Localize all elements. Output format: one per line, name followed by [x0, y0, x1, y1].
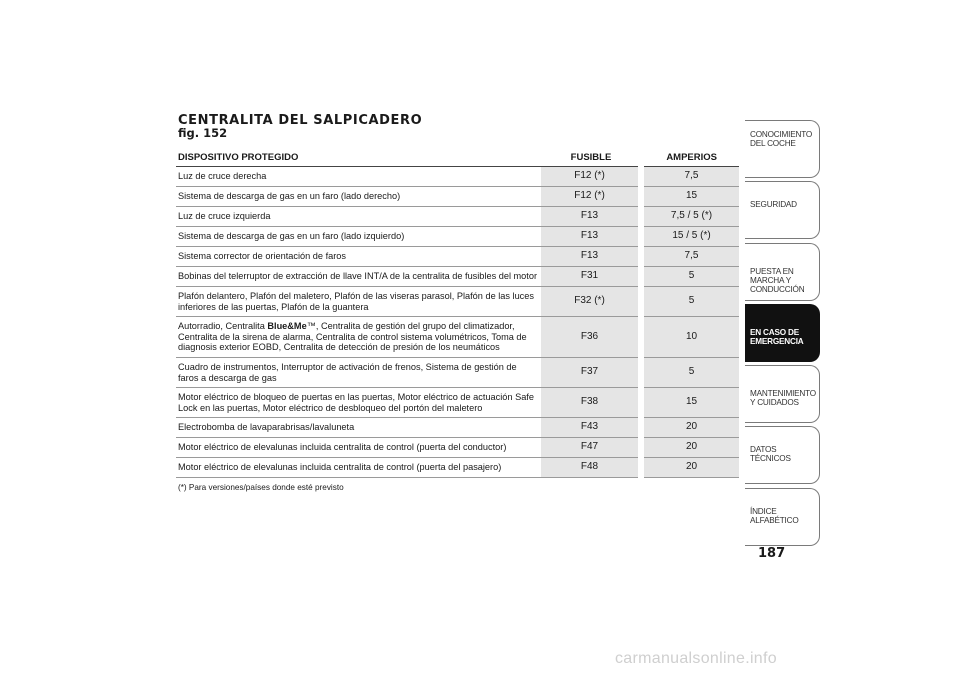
- table-row: [176, 207, 739, 227]
- device-cell: Luz de cruce izquierda: [176, 207, 541, 227]
- table-row: [176, 187, 739, 207]
- fuse-cell: F13: [541, 207, 641, 227]
- tab-label: PUESTA EN MARCHA Y CONDUCCIÓN: [750, 266, 805, 294]
- amps-cell: 20: [641, 458, 739, 478]
- fuse-cell: F13: [541, 247, 641, 267]
- table-row: [176, 167, 739, 187]
- amps-cell: 7,5 / 5 (*): [641, 207, 739, 227]
- tab-label: CONOCIMIENTO DEL COCHE: [750, 130, 813, 148]
- fuse-cell: F31: [541, 267, 641, 287]
- fuse-cell: F32 (*): [541, 287, 641, 317]
- device-text-post: ™, Centralita de gestión del grupo del climatizador, Centralita de la sirena de alarma, Centralita de control sistema volumétricos, Toma de diagnosis exterior EOBD, Centralita de detección de presión de los neumáticos: [178, 321, 527, 353]
- fuse-cell: F13: [541, 227, 641, 247]
- tab-datos-tecnicos[interactable]: [745, 426, 820, 484]
- device-cell: Bobinas del telerruptor de extracción de llave INT/A de la centralita de fusibles del motor: [176, 267, 541, 287]
- table-row: [176, 287, 739, 317]
- fuse-cell: F12 (*): [541, 187, 641, 207]
- tab-conocimiento-del-coche[interactable]: [745, 120, 820, 178]
- amps-cell: 5: [641, 358, 739, 388]
- table-row: [176, 388, 739, 418]
- device-brand: Blue&Me: [267, 321, 307, 332]
- fuse-cell: F38: [541, 388, 641, 418]
- amps-cell: 7,5: [641, 247, 739, 267]
- page-subtitle: fig. 152: [178, 126, 228, 140]
- table-row: [176, 458, 739, 478]
- page-title: CENTRALITA DEL SALPICADERO: [178, 113, 423, 128]
- fuse-cell: F12 (*): [541, 167, 641, 187]
- amps-cell: 10: [641, 317, 739, 358]
- amps-cell: 20: [641, 438, 739, 458]
- table-row: [176, 317, 739, 358]
- tab-seguridad[interactable]: [745, 181, 820, 239]
- tab-label: DATOS TÉCNICOS: [750, 445, 791, 464]
- tab-indice-alfabetico[interactable]: [745, 488, 820, 546]
- tab-puesta-en-marcha[interactable]: [745, 243, 820, 301]
- fuse-cell: F36: [541, 317, 641, 358]
- fuse-cell: F37: [541, 358, 641, 388]
- tab-label: MANTENIMIENTO Y CUIDADOS: [750, 389, 816, 408]
- device-cell: Plafón delantero, Plafón del maletero, Plafón de las viseras parasol, Plafón de las luces inferiores de las puertas, Plafón de la guantera: [176, 287, 541, 317]
- device-cell: Sistema de descarga de gas en un faro (lado derecho): [176, 187, 541, 207]
- watermark: carmanualsonline.info: [615, 650, 777, 667]
- fuse-cell: F47: [541, 438, 641, 458]
- amps-cell: 5: [641, 287, 739, 317]
- table-row: [176, 227, 739, 247]
- tab-label: SEGURIDAD: [750, 200, 797, 210]
- tab-mantenimiento[interactable]: [745, 365, 820, 423]
- header-amps: AMPERIOS: [641, 150, 739, 167]
- device-cell: Cuadro de instrumentos, Interruptor de activación de frenos, Sistema de gestión de faros a descarga de gas: [176, 358, 541, 388]
- amps-cell: 15 / 5 (*): [641, 227, 739, 247]
- table-row: [176, 247, 739, 267]
- section-sidebar: [745, 120, 820, 549]
- device-text-pre: Autorradio, Centralita: [178, 321, 268, 332]
- table-header-row: [176, 150, 739, 167]
- header-fuse: FUSIBLE: [541, 150, 641, 167]
- table-row: [176, 267, 739, 287]
- header-device: DISPOSITIVO PROTEGIDO: [176, 150, 541, 167]
- tab-label: EN CASO DE EMERGENCIA: [750, 327, 804, 346]
- device-cell: Sistema corrector de orientación de faros: [176, 247, 541, 267]
- device-cell: Motor eléctrico de bloqueo de puertas en las puertas, Motor eléctrico de actuación Safe Lock en las puertas, Motor eléctrico de desbloqueo del portón del maletero: [176, 388, 541, 418]
- amps-cell: 20: [641, 418, 739, 438]
- device-cell: Sistema de descarga de gas en un faro (lado izquierdo): [176, 227, 541, 247]
- fuse-cell: F48: [541, 458, 641, 478]
- table-row: [176, 418, 739, 438]
- device-cell: Motor eléctrico de elevalunas incluida centralita de control (puerta del pasajero): [176, 458, 541, 478]
- fuse-cell: F43: [541, 418, 641, 438]
- table-row: [176, 358, 739, 388]
- amps-cell: 5: [641, 267, 739, 287]
- device-cell: Motor eléctrico de elevalunas incluida centralita de control (puerta del conductor): [176, 438, 541, 458]
- tab-en-caso-de-emergencia[interactable]: [745, 304, 820, 362]
- table-row: [176, 438, 739, 458]
- fuse-table: [176, 150, 739, 478]
- device-cell: Luz de cruce derecha: [176, 167, 541, 187]
- page-number: 187: [758, 546, 786, 561]
- device-cell: Electrobomba de lavaparabrisas/lavaluneta: [176, 418, 541, 438]
- footnote: (*) Para versiones/países donde esté previsto: [178, 483, 344, 492]
- device-cell: [176, 317, 541, 358]
- amps-cell: 15: [641, 388, 739, 418]
- tab-label: ÍNDICE ALFABÉTICO: [750, 506, 799, 525]
- amps-cell: 7,5: [641, 167, 739, 187]
- amps-cell: 15: [641, 187, 739, 207]
